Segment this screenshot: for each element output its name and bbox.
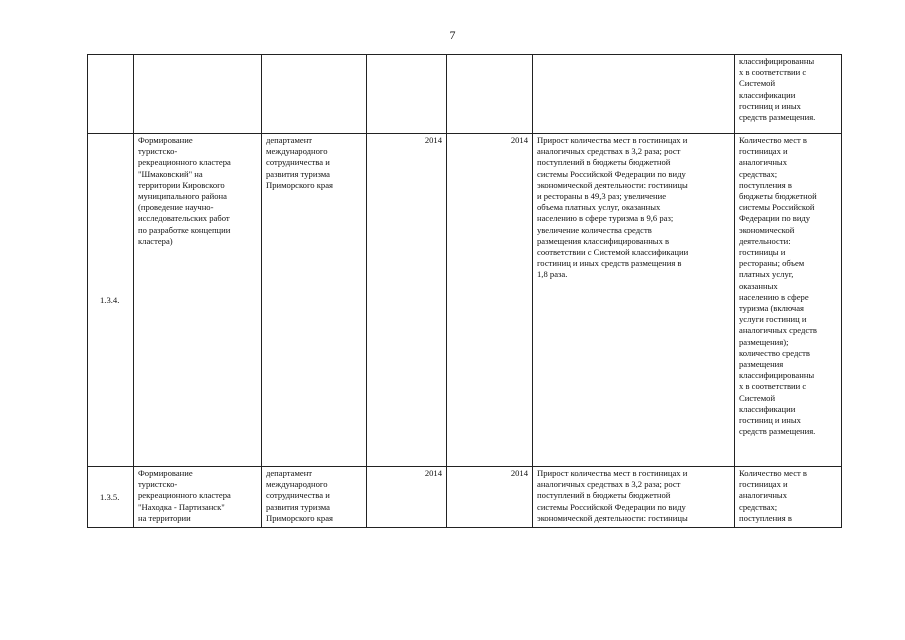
- year-end-cell: 2014: [447, 467, 533, 528]
- row-number-cell: [88, 55, 134, 134]
- year-start-cell: 2014: [367, 134, 447, 467]
- row-number-cell: 1.3.5.: [88, 467, 134, 528]
- table-row: [88, 467, 842, 528]
- activity-cell: Формирование туристско- рекреационного кластера "Шмаковский" на территории Кировского муниципального района (проведение научно- исследовательских работ по разработке концепции кластера): [134, 134, 262, 467]
- executor-cell: департамент международного сотрудничества и развития туризма Приморского края: [262, 467, 367, 528]
- result-cell: Прирост количества мест в гостиницах и аналогичных средствах в 3,2 раза; рост поступлений в бюджеты бюджетной системы Российской Федерации по виду экономической деятельности: гостиницы и рестораны в 49,3 раз; увеличение объема платных услуг, оказанных населению в сфере туризма в 9,6 раз; увеличение количества средств размещения классифицированных в соответствии с Системой классификации гостиниц и иных средств размещения в 1,8 раза.: [533, 134, 735, 467]
- measures-table: [87, 54, 842, 528]
- year-start-cell: [367, 55, 447, 134]
- indicator-cell: Количество мест в гостиницах и аналогичных средствах; поступления в: [735, 467, 842, 528]
- activity-cell: Формирование туристско- рекреационного кластера "Находка - Партизанск" на территории: [134, 467, 262, 528]
- result-cell: [533, 55, 735, 134]
- result-cell: Прирост количества мест в гостиницах и аналогичных средствах в 3,2 раза; рост поступлений в бюджеты бюджетной системы Российской Федерации по виду экономической деятельности: гостиницы: [533, 467, 735, 528]
- executor-cell: департамент международного сотрудничества и развития туризма Приморского края: [262, 134, 367, 467]
- executor-cell: [262, 55, 367, 134]
- year-end-cell: [447, 55, 533, 134]
- year-end-cell: 2014: [447, 134, 533, 467]
- table-row: [88, 55, 842, 134]
- indicator-cell: Количество мест в гостиницах и аналогичных средствах; поступления в бюджеты бюджетной системы Российской Федерации по виду экономической деятельности: гостиницы и рестораны; объем платных услуг, оказанных населению в сфере туризма (включая услуги гостиниц и аналогичных средств размещения); количество средств размещения классифицированны х в соответствии с Системой классификации гостиниц и иных средств размещения.: [735, 134, 842, 467]
- table-row: [88, 134, 842, 467]
- page-number: 7: [449, 28, 456, 42]
- activity-cell: [134, 55, 262, 134]
- indicator-cell: классифицированны х в соответствии с Системой классификации гостиниц и иных средств размещения.: [735, 55, 842, 134]
- year-start-cell: 2014: [367, 467, 447, 528]
- row-number-cell: 1.3.4.: [88, 134, 134, 467]
